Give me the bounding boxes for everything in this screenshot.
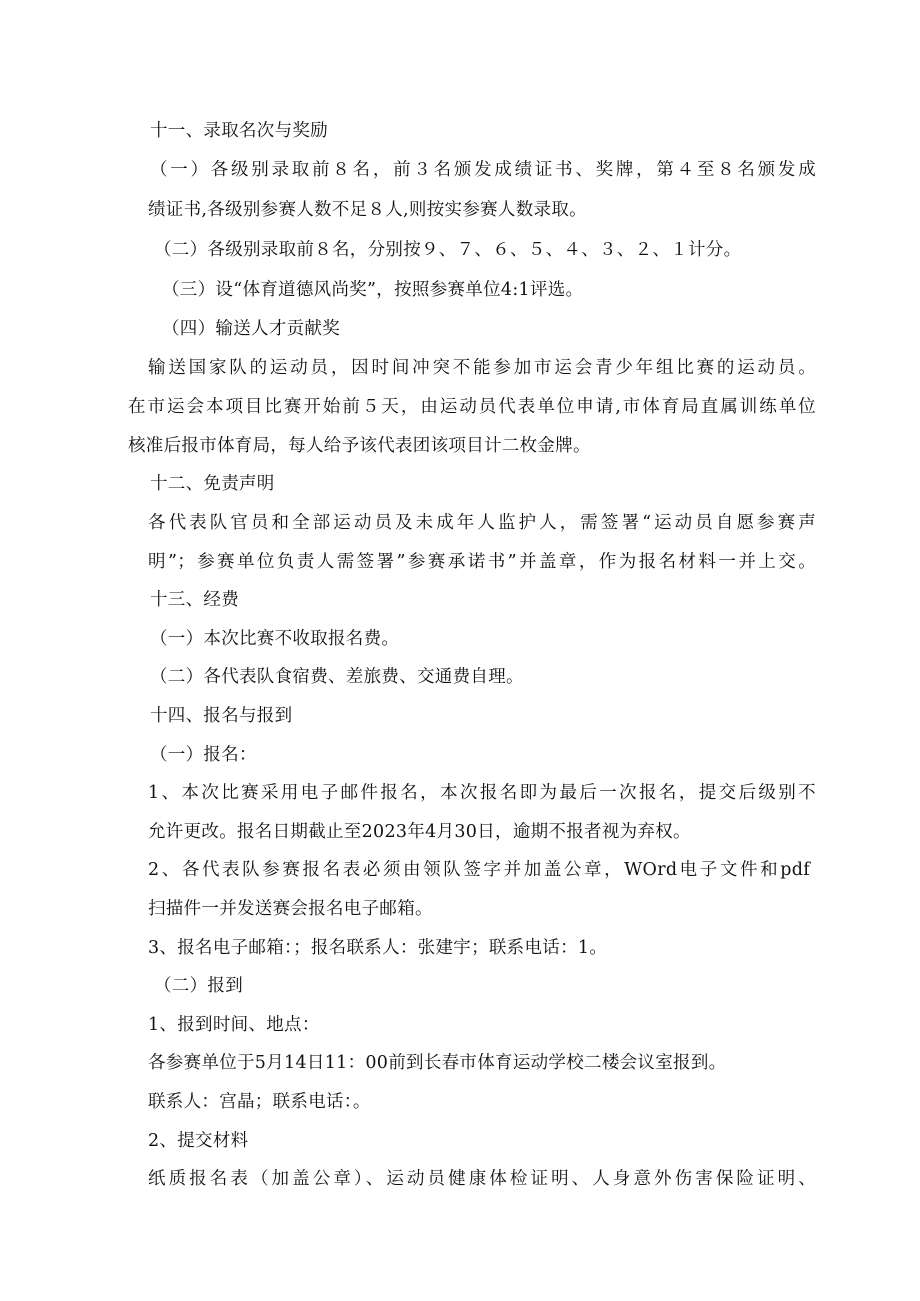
- section-heading-11: 十一、录取名次与奖励: [150, 121, 328, 141]
- paragraph-line: 绩证书,各级别参赛人数不足８人,则按实参赛人数录取。: [148, 200, 587, 220]
- section-heading-14: 十四、报名与报到: [150, 706, 293, 726]
- paragraph-line: 在市运会本项目比赛开始前５天，由运动员代表单位申请,市体育局直属训练单位: [128, 397, 816, 417]
- paragraph-line: 输送国家队的运动员，因时间冲突不能参加市运会青少年组比赛的运动员。: [148, 358, 816, 378]
- paragraph-line: 各代表队官员和全部运动员及未成年人监护人，需签署“运动员自愿参赛声: [148, 513, 816, 533]
- paragraph-line: 核准后报市体育局，每人给予该代表团该项目计二枚金牌。: [128, 436, 591, 456]
- section-heading-13: 十三、经费: [150, 590, 239, 610]
- paragraph-line: （一）报名：: [150, 745, 257, 765]
- paragraph-line: 2、各代表队参赛报名表必须由领队签字并加盖公章，WOrd电子文件和pdf: [148, 860, 810, 880]
- paragraph-line: （二）各级别录取前８名，分别按９、７、６、５、４、３、２、１计分。: [154, 240, 742, 260]
- paragraph-line: 扫描件一并发送赛会报名电子邮箱。: [148, 899, 433, 919]
- paragraph-line: （一）本次比赛不收取报名费。: [150, 629, 400, 649]
- paragraph-line: （一）各级别录取前８名，前３名颁发成绩证书、奖牌，第４至８名颁发成: [150, 160, 816, 180]
- paragraph-line: （三）设“体育道德风尚奖”，按照参赛单位4:1评选。: [162, 280, 584, 300]
- paragraph-line: （四）输送人才贡献奖: [162, 319, 340, 339]
- paragraph-line: 3、报名电子邮箱：；报名联系人：张建宇；联系电话：1。: [148, 938, 608, 958]
- paragraph-line: 1、本次比赛采用电子邮件报名，本次报名即为最后一次报名，提交后级别不: [148, 783, 816, 803]
- paragraph-line: （二）各代表队食宿费、差旅费、交通费自理。: [150, 667, 524, 687]
- paragraph-line: 纸质报名表（加盖公章）、运动员健康体检证明、人身意外伤害保险证明、: [148, 1169, 816, 1189]
- paragraph-line: （二）报到: [154, 976, 243, 996]
- paragraph-line: 明”；参赛单位负责人需签署”参赛承诺书”并盖章，作为报名材料一并上交。: [148, 552, 816, 572]
- paragraph-line: 1、报到时间、地点：: [148, 1015, 320, 1035]
- section-heading-12: 十二、免责声明: [150, 474, 275, 494]
- paragraph-line: 允许更改。报名日期截止至2023年4月30日，逾期不报者视为弃权。: [148, 822, 691, 842]
- paragraph-line: 各参赛单位于5月14日11：00前到长春市体育运动学校二楼会议室报到。: [148, 1053, 727, 1073]
- paragraph-line: 2、提交材料: [148, 1131, 249, 1151]
- paragraph-line: 联系人：宫晶；联系电话：。: [148, 1092, 371, 1112]
